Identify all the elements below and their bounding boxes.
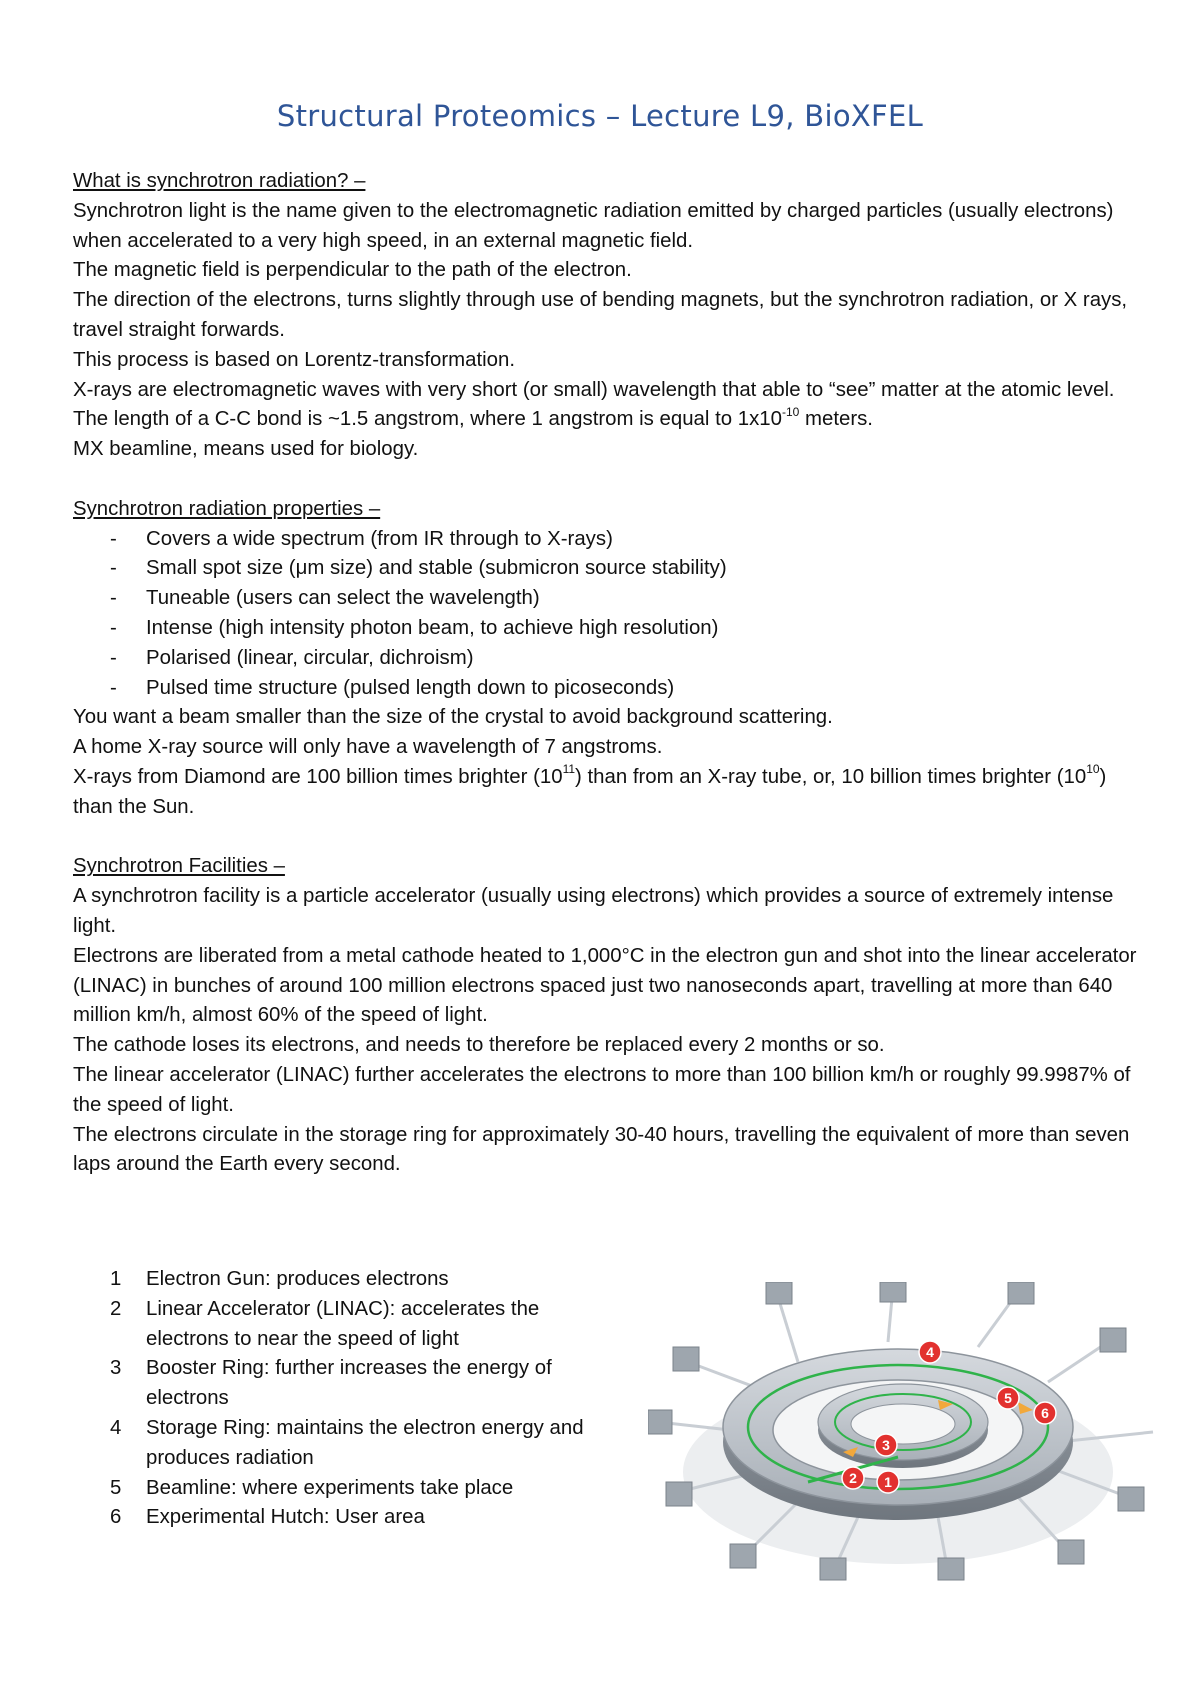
cc-bond-exponent: -10 (781, 404, 800, 419)
paragraph-line: Synchrotron light is the name given to the electromagnetic radiation emitted by charged particles (usually electrons) when accelerated to a very high speed, in an external magnetic field. (73, 199, 1114, 252)
diamond-brightness-line (73, 763, 1143, 823)
marker-label: 2 (849, 1470, 857, 1486)
paragraph-line: The electrons circulate in the storage ring for approximately 30-40 hours, travelling the equivalent of more than seven laps around the Earth every second. (73, 1123, 1130, 1176)
legend-item (73, 1354, 653, 1414)
paragraph-line: The cathode loses its electrons, and needs to therefore be replaced every 2 months or so. (73, 1034, 885, 1057)
synchrotron-diagram (648, 1282, 1168, 1582)
section-heading-properties: Synchrotron radiation properties – (73, 497, 381, 520)
legend-item (73, 1295, 653, 1355)
list-item (73, 554, 1143, 584)
paragraph-line: Electrons are liberated from a metal cathode heated to 1,000°C in the electron gun and shot into the linear accelerator (LINAC) in bunches of around 100 million electrons spaced just two nanoseconds apart, travelling at more than 640 million km/h, almost 60% of the speed of light. (73, 944, 1137, 1027)
dash-bullet: - (110, 587, 117, 610)
legend-text-cont: produces radiation (146, 1446, 314, 1469)
marker-3 (875, 1434, 897, 1456)
section-heading-facilities: Synchrotron Facilities – (73, 855, 285, 878)
synchrotron-legend (73, 1265, 653, 1533)
list-item (73, 584, 1143, 614)
body-text (73, 167, 1143, 1180)
paragraph-line: This process is based on Lorentz-transformation. (73, 348, 516, 371)
list-item (73, 644, 1143, 674)
marker-4 (919, 1341, 941, 1363)
dash-bullet: - (110, 646, 117, 669)
cc-bond-unit: meters. (799, 408, 873, 431)
list-item-text: Tuneable (users can select the wavelength) (146, 587, 540, 610)
legend-number: 4 (110, 1416, 122, 1439)
marker-label: 4 (926, 1344, 934, 1360)
legend-item (73, 1503, 653, 1533)
diamond-text: ) than the Sun. (73, 765, 1107, 818)
paragraph-line: MX beamline, means used for biology. (73, 438, 419, 461)
dash-bullet: - (110, 676, 117, 699)
paragraph-line: X-rays are electromagnetic waves with very short (or small) wavelength that able to “see” matter at the atomic level. (73, 378, 1115, 401)
paragraph-line: You want a beam smaller than the size of the crystal to avoid background scattering. (73, 706, 833, 729)
legend-number: 6 (110, 1506, 122, 1529)
legend-number: 5 (110, 1476, 122, 1499)
cc-bond-line (73, 405, 1143, 435)
paragraph-line: The magnetic field is perpendicular to the path of the electron. (73, 259, 632, 282)
legend-number: 1 (110, 1268, 122, 1290)
legend-text-cont: electrons to near the speed of light (146, 1327, 459, 1350)
legend-number: 2 (110, 1297, 122, 1320)
cc-bond-text: The length of a C-C bond is ~1.5 angstrom, where 1 angstrom is equal to 1x10 (73, 408, 782, 431)
booster-inner (851, 1404, 955, 1444)
paragraph-line: A home X-ray source will only have a wavelength of 7 angstroms. (73, 736, 663, 759)
paragraph-line: The linear accelerator (LINAC) further accelerates the electrons to more than 100 billion km/h or roughly 99.9987% of the speed of light. (73, 1063, 1131, 1116)
legend-item (73, 1414, 653, 1474)
list-item (73, 614, 1143, 644)
list-item-text: Polarised (linear, circular, dichroism) (146, 646, 474, 669)
diamond-text: ) than from an X-ray tube, or, 10 billion times brighter (10 (575, 765, 1087, 788)
diamond-text: X-rays from Diamond are 100 billion times brighter (10 (73, 765, 563, 788)
marker-2 (842, 1467, 864, 1489)
marker-label: 6 (1041, 1405, 1049, 1421)
legend-number: 3 (110, 1357, 122, 1380)
list-item (73, 525, 1143, 555)
list-item-text: Intense (high intensity photon beam, to achieve high resolution) (146, 616, 719, 639)
legend-text-cont: electrons (146, 1387, 229, 1410)
paragraph-line: The direction of the electrons, turns slightly through use of bending magnets, but the synchrotron radiation, or X rays, travel straight forwards. (73, 289, 1128, 341)
legend-item (73, 1265, 653, 1295)
legend-text: Linear Accelerator (LINAC): accelerates the (146, 1297, 540, 1320)
list-item-text: Small spot size (μm size) and stable (submicron source stability) (146, 557, 727, 580)
exponent: 10 (1086, 762, 1100, 777)
marker-label: 3 (882, 1437, 890, 1453)
list-item-text: Pulsed time structure (pulsed length down to picoseconds) (146, 676, 675, 699)
marker-label: 1 (884, 1474, 892, 1490)
marker-6 (1034, 1402, 1056, 1424)
exponent: 11 (562, 762, 576, 777)
paragraph-line: A synchrotron facility is a particle accelerator (usually using electrons) which provides a source of extremely intense light. (73, 885, 1114, 937)
properties-list (73, 525, 1143, 704)
dash-bullet: - (110, 557, 117, 580)
marker-5 (997, 1387, 1019, 1409)
legend-text: Electron Gun: produces electrons (146, 1268, 449, 1290)
marker-label: 5 (1004, 1390, 1012, 1406)
dash-bullet: - (110, 527, 117, 550)
legend-item (73, 1474, 653, 1504)
legend-text: Storage Ring: maintains the electron energy and (146, 1416, 584, 1439)
legend-text: Experimental Hutch: User area (146, 1506, 425, 1529)
list-item (73, 674, 1143, 704)
dash-bullet: - (110, 616, 117, 639)
list-item-text: Covers a wide spectrum (from IR through to X-rays) (146, 527, 613, 550)
page-title: Structural Proteomics – Lecture L9, BioXFEL (276, 99, 924, 133)
legend-text: Beamline: where experiments take place (146, 1476, 514, 1499)
legend-text: Booster Ring: further increases the energy of (146, 1357, 552, 1380)
section-heading-synchrotron-radiation: What is synchrotron radiation? – (73, 170, 366, 192)
marker-1 (877, 1471, 899, 1493)
